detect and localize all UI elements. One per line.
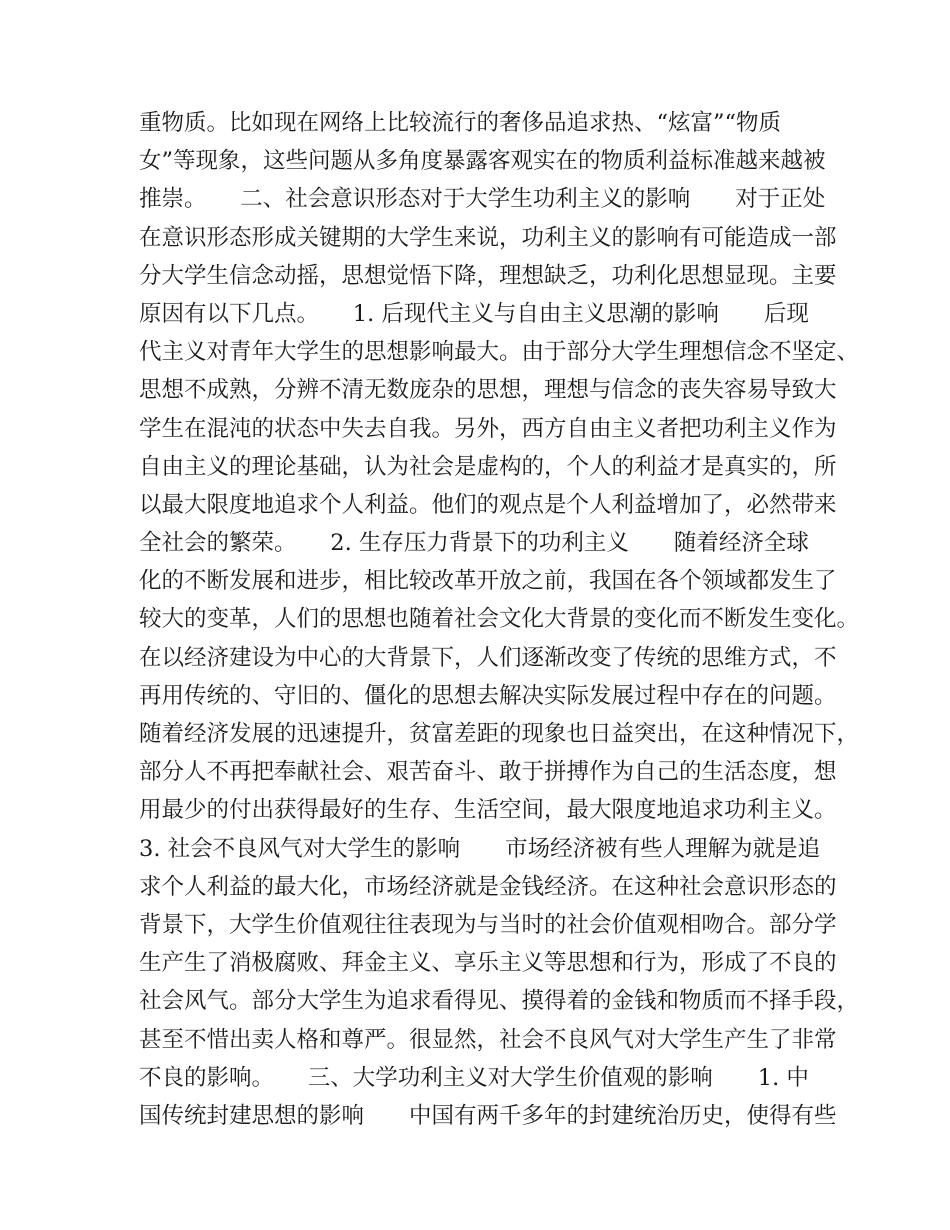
text-line: 以最大限度地追求个人利益。他们的观点是个人利益增加了，必然带来 <box>139 491 837 518</box>
text-line: 重物质。比如现在网络上比较流行的奢侈品追求热、“炫富”“物质 <box>139 110 782 136</box>
text-line: 社会风气。部分大学生为追求看得见、摸得着的金钱和物质而不择手段， <box>139 988 860 1015</box>
text-line: 部分人不再把奉献社会、艰苦奋斗、敢于拼搏作为自己的生活态度，想 <box>139 759 837 786</box>
body-text <box>139 104 860 1135</box>
text-line: 化的不断发展和进步，相比较改革开放之前，我国在各个领域都发生了 <box>139 568 837 595</box>
text-line: 用最少的付出获得最好的生存、生活空间，最大限度地追求功利主义。 <box>139 797 837 824</box>
text-line: 推崇。 二、社会意识形态对于大学生功利主义的影响 对于正处 <box>139 186 826 213</box>
text-line: 国传统封建思想的影响 中国有两千多年的封建统治历史，使得有些 <box>139 1102 837 1129</box>
text-line: 学生在混沌的状态中失去自我。另外，西方自由主义者把功利主义作为 <box>139 415 837 442</box>
text-line: 分大学生信念动摇，思想觉悟下降，理想缺乏，功利化思想显现。主要 <box>139 262 837 289</box>
text-line: 女”等现象，这些问题从多角度暴露客观实在的物质利益标准越来越被 <box>139 148 826 175</box>
text-line: 背景下，大学生价值观往往表现为与当时的社会价值观相吻合。部分学 <box>139 911 837 938</box>
text-line: 3. 社会不良风气对大学生的影响 市场经济被有些人理解为就是追 <box>139 835 821 862</box>
text-line: 再用传统的、守旧的、僵化的思想去解决实际发展过程中存在的问题。 <box>139 682 837 709</box>
text-line: 在以经济建设为中心的大背景下，人们逐渐改变了传统的思维方式，不 <box>139 644 837 671</box>
text-line: 代主义对青年大学生的思想影响最大。由于部分大学生理想信念不坚定、 <box>139 339 860 366</box>
text-line: 随着经济发展的迅速提升，贫富差距的现象也日益突出，在这种情况下， <box>139 721 860 747</box>
text-line: 在意识形态形成关键期的大学生来说，功利主义的影响有可能造成一部 <box>139 224 837 251</box>
text-line: 思想不成熟，分辨不清无数庞杂的思想，理想与信念的丧失容易导致大 <box>139 377 837 404</box>
text-line: 不良的影响。 三、大学功利主义对大学生价值观的影响 1. 中 <box>139 1064 809 1091</box>
text-line: 求个人利益的最大化，市场经济就是金钱经济。在这种社会意识形态的 <box>139 873 837 900</box>
text-line: 甚至不惜出卖人格和尊严。很显然，社会不良风气对大学生产生了非常 <box>139 1026 837 1053</box>
text-line: 自由主义的理论基础，认为社会是虚构的，个人的利益才是真实的，所 <box>139 453 837 480</box>
text-line: 较大的变革，人们的思想也随着社会文化大背景的变化而不断发生变化。 <box>139 606 860 633</box>
text-line: 生产生了消极腐败、拜金主义、享乐主义等思想和行为，形成了不良的 <box>139 950 837 977</box>
text-line: 全社会的繁荣。 2. 生存压力背景下的功利主义 随着经济全球 <box>139 530 809 557</box>
text-line: 原因有以下几点。 1. 后现代主义与自由主义思潮的影响 后现 <box>139 300 809 327</box>
